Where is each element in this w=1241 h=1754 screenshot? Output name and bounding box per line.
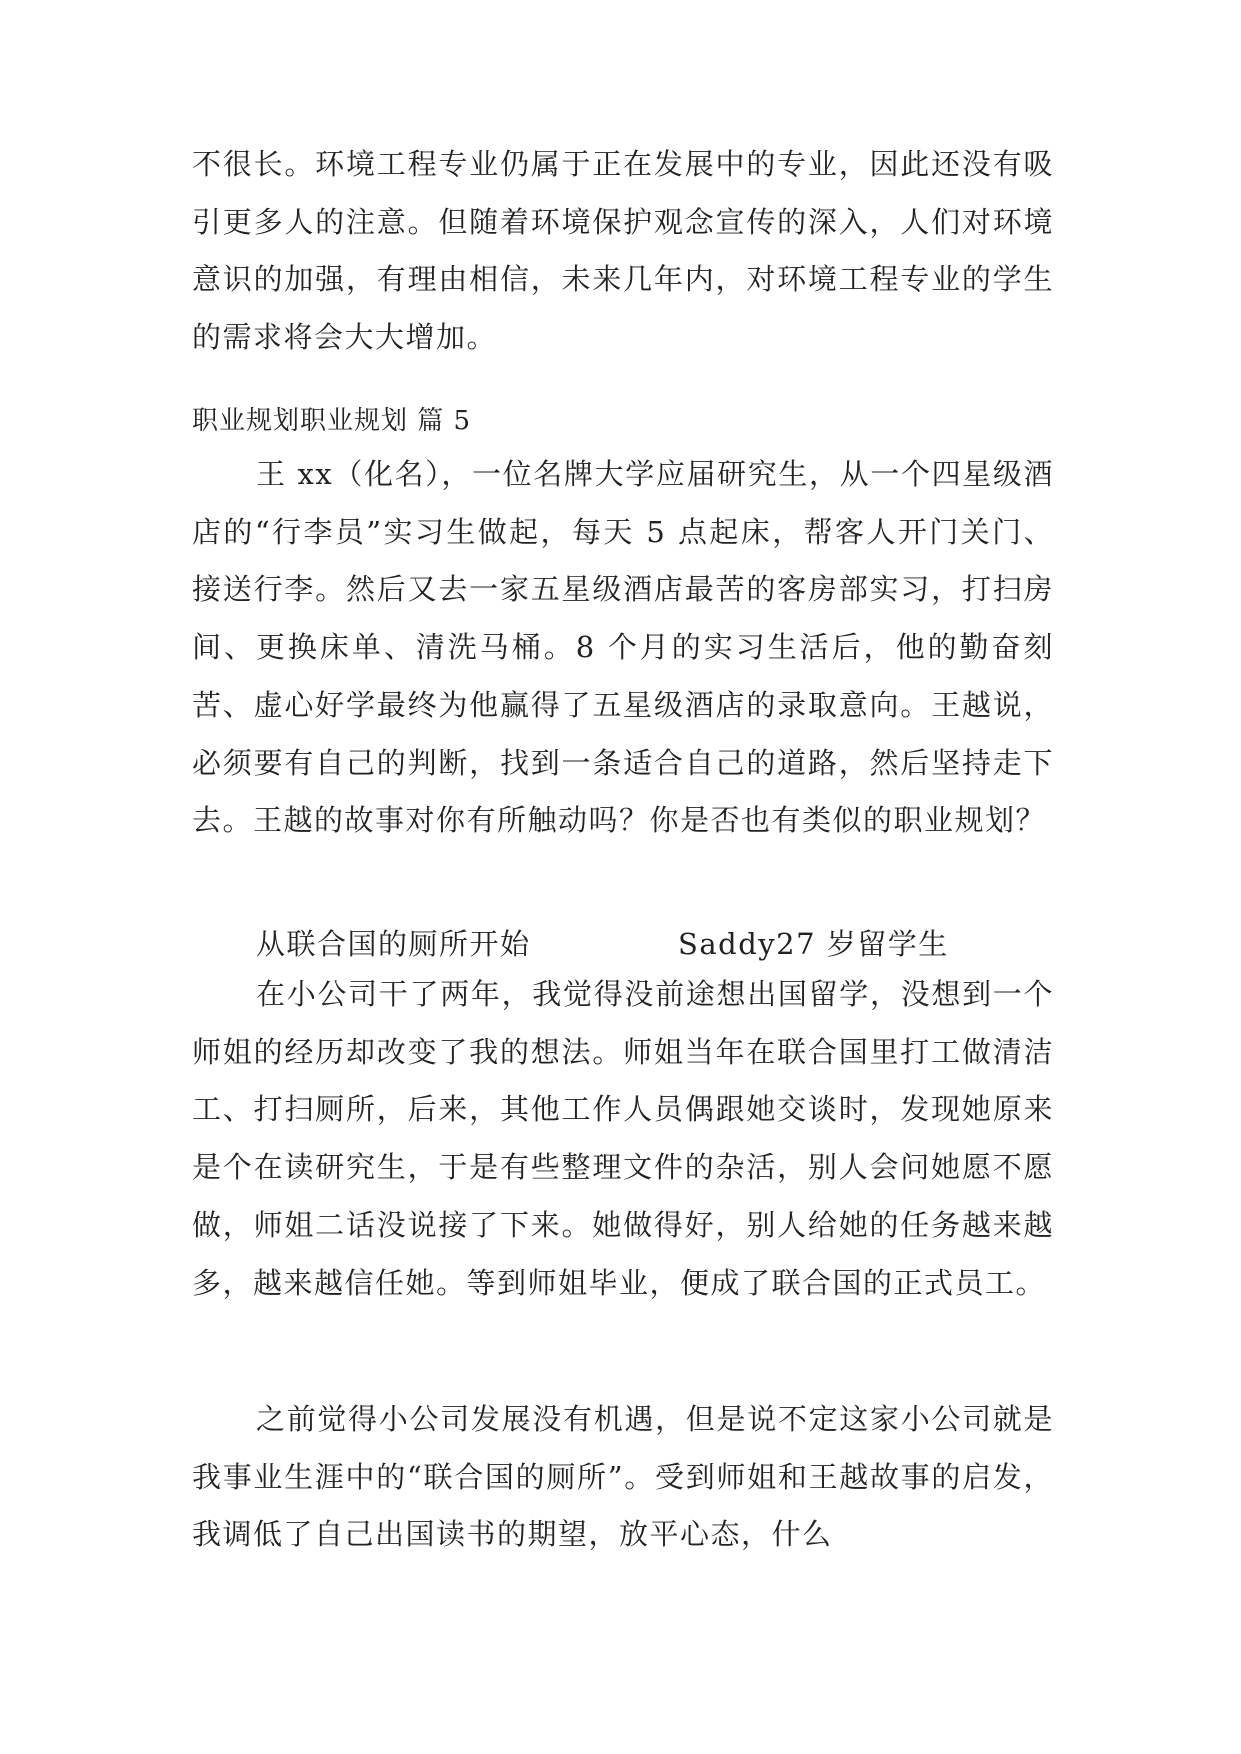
story-title: 从联合国的厕所开始 [256, 927, 531, 961]
section-heading: 职业规划职业规划 篇 5 [192, 406, 472, 436]
paragraph-un-restroom-story: 在小公司干了两年，我觉得没前途想出国留学，没想到一个师姐的经历却改变了我的想法。师姐当年在联合国里打工做清洁工、打扫厕所，后来，其他工作人员偶跟她交谈时，发现她原来是个在读研究生，于是有些整理文件的杂活，别人会问她愿不愿做，师姐二话没说接了下来。她做得好，别人给她的任务越来越多，越来越信任她。等到师姐毕业，便成了联合国的正式员工。 [192, 977, 1054, 1300]
paragraph-environmental-engineering: 不很长。环境工程专业仍属于正在发展中的专业，因此还没有吸引更多人的注意。但随着环境保护观念宣传的深入，人们对环境意识的加强，有理由相信，未来几年内，对环境工程专业的学生的需求将会大大增加。 [192, 147, 1054, 355]
paragraph-wang-story: 王 xx（化名），一位名牌大学应届研究生，从一个四星级酒店的“行李员”实习生做起，每天 5 点起床，帮客人开门关门、接送行李。然后又去一家五星级酒店最苦的客房部实习，打扫房间、更换床单、清洗马桶。8 个月的实习生活后，他的勤奋刻苦、虚心好学最终为他赢得了五星级酒店的录取意向。王越说，必须要有自己的判断，找到一条适合自己的道路，然后坚持走下去。王越的故事对你有所触动吗？你是否也有类似的职业规划？ [192, 457, 1054, 838]
story-author: Saddy27 岁留学生 [678, 927, 949, 961]
paragraph-small-company-reflection: 之前觉得小公司发展没有机遇，但是说不定这家小公司就是我事业生涯中的“联合国的厕所”。受到师姐和王越故事的启发，我调低了自己出国读书的期望，放平心态，什么 [192, 1402, 1054, 1552]
